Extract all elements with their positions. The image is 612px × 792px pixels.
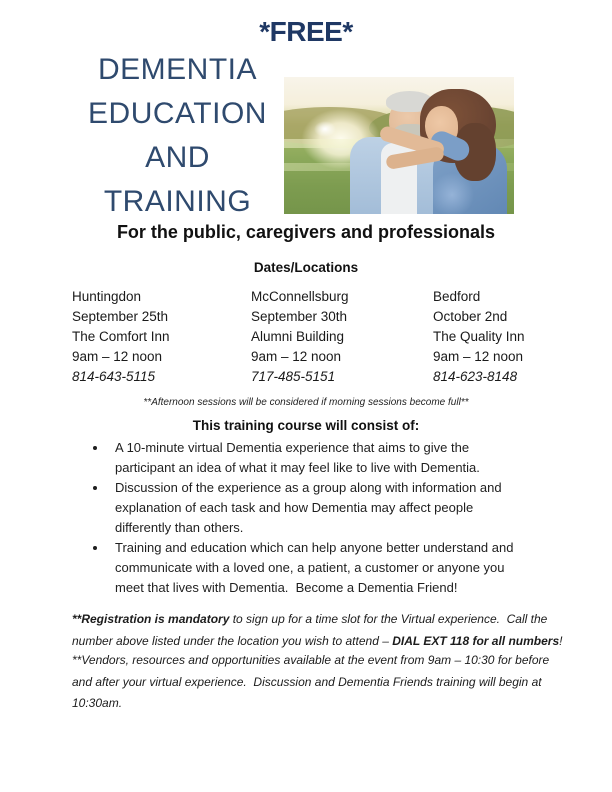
afternoon-sessions-note: **Afternoon sessions will be considered if morning sessions become full** — [143, 397, 469, 408]
location-date: September 30th — [251, 309, 348, 324]
title-line-education: EDUCATION — [88, 97, 267, 130]
bullet-training-education: • Training and education which can help anyone better understand and communicate with a loved one, a patient, a customer or anyone you meet that lives with Dementia. Become a Dementia Friend! — [108, 538, 520, 598]
location-city: McConnellsburg — [251, 289, 349, 304]
location-phone: 717-485-5151 — [251, 369, 336, 384]
location-time: 9am – 12 noon — [433, 349, 524, 364]
course-consist-heading: This training course will consist of: — [192, 418, 420, 433]
course-bullet-list — [90, 438, 520, 598]
location-time: 9am – 12 noon — [251, 349, 342, 364]
registration-note — [72, 609, 569, 652]
bullet-discussion: • Discussion of the experience as a group along with information and explanation of each task and how Dementia may affect people differently than others. — [108, 478, 520, 538]
location-city: Huntingdon — [72, 289, 142, 304]
title-line-and: AND — [145, 141, 210, 174]
location-venue: The Quality Inn — [433, 329, 525, 344]
vendors-note: **Vendors, resources and opportunities available at the event from 9am – 10:30 for before and after your virtual experience. Discussion and Dementia Friends training will begin at 10:30am. — [72, 653, 550, 710]
location-date: October 2nd — [433, 309, 508, 324]
location-mcconnellsburg — [251, 287, 426, 387]
location-time: 9am – 12 noon — [72, 349, 163, 364]
location-bedford — [433, 287, 608, 387]
registration-tail-text: ! — [559, 633, 563, 648]
photo-sun — [314, 121, 336, 137]
title-line-dementia: DEMENTIA — [97, 53, 257, 86]
audience-subtitle: For the public, caregivers and professionals — [116, 222, 496, 242]
registration-mandatory-text: **Registration is mandatory — [72, 612, 230, 626]
location-huntingdon — [72, 287, 247, 387]
location-city: Bedford — [433, 289, 481, 304]
page-title — [55, 48, 300, 224]
registration-middle-text: to sign up for a time slot for the Virtual experience. Call the number above listed under the location you wish to attend – — [72, 612, 548, 648]
location-phone: 814-643-5115 — [72, 369, 156, 384]
free-banner: *FREE* — [259, 16, 353, 47]
location-date: September 25th — [72, 309, 169, 324]
dial-ext-text: DIAL EXT 118 for all numbers — [392, 633, 560, 648]
bullet-virtual-experience: • A 10-minute virtual Dementia experience that aims to give the participant an idea of what it may feel like to live with Dementia. — [108, 438, 520, 478]
location-venue: Alumni Building — [251, 329, 345, 344]
location-phone: 814-623-8148 — [433, 369, 518, 384]
title-line-training: TRAINING — [103, 185, 252, 218]
senior-couple-photo — [284, 77, 514, 214]
dates-locations-heading: Dates/Locations — [253, 260, 359, 275]
location-venue: The Comfort Inn — [72, 329, 170, 344]
photo-lens-flare — [430, 173, 474, 214]
